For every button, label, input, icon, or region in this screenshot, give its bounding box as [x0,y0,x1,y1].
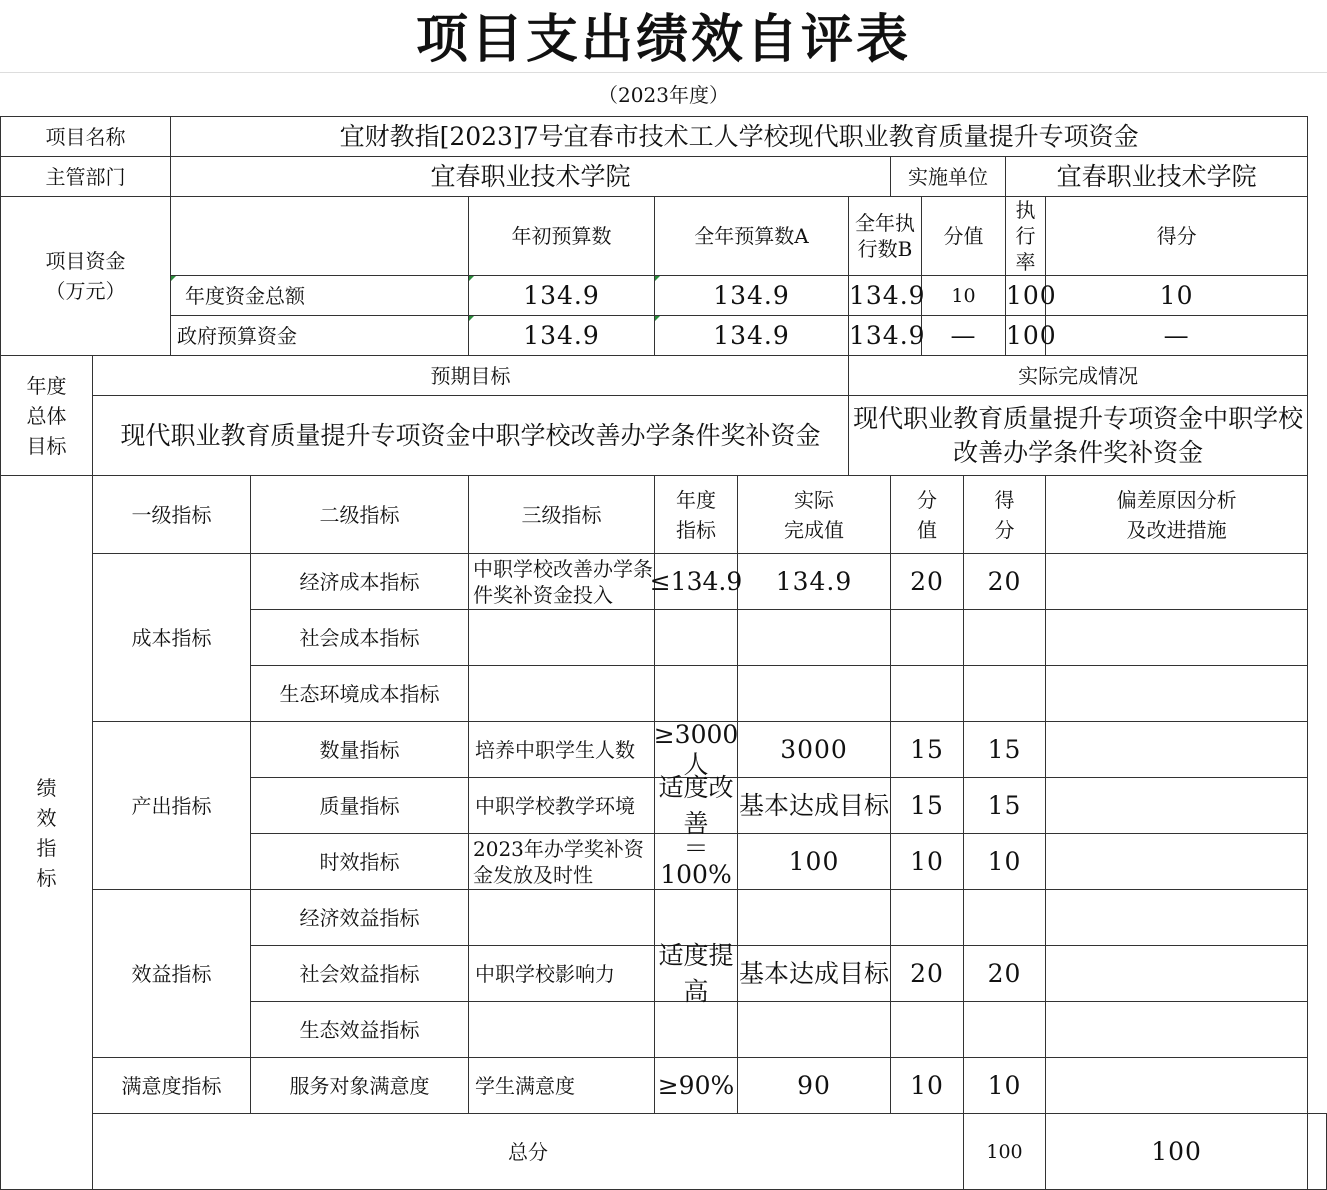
funds-score-value: 10 [922,276,1006,316]
level2-cell: 生态效益指标 [251,1002,469,1058]
level2-cell: 经济成本指标 [251,554,469,610]
level2-cell: 社会成本指标 [251,610,469,666]
level1-cell: 产出指标 [93,722,251,890]
actual-cell [738,1002,891,1058]
expected-goal: 现代职业教育质量提升专项资金中职学校改善办学条件奖补资金 [93,396,849,476]
level2-cell: 生态环境成本指标 [251,666,469,722]
perf-header: 偏差原因分析 及改进措施 [1046,476,1308,554]
score-cell: 20 [964,946,1046,1002]
score-cell [964,1002,1046,1058]
total-label: 总分 [93,1114,964,1190]
actual-cell [738,666,891,722]
level3-cell: 中职学校改善办学条件奖补资金投入 [473,556,653,607]
level2-cell: 服务对象满意度 [251,1058,469,1114]
level3-cell: 培养中职学生人数 [469,722,655,778]
level3-cell [469,890,655,946]
score-cell: 15 [964,722,1046,778]
target-cell: 适度提高 [658,940,734,1006]
target-cell: 适度改善 [658,772,734,838]
expected-goal-label: 预期目标 [93,356,849,396]
funds-header: 执行率 [1006,197,1046,276]
project-name: 宜财教指[2023]7号宜春市技术工人学校现代职业教育质量提升专项资金 [171,117,1308,157]
total-score: 100 [1046,1114,1308,1190]
note-cell [1046,1002,1308,1058]
actual-cell: 134.9 [738,554,891,610]
funds-label: 项目资金 （万元） [1,197,171,356]
target-cell: ≤134.9 [649,566,743,596]
note-cell [1046,946,1308,1002]
funds-annual: 134.9 [655,276,849,316]
funds-row-name: 年度资金总额 [171,276,469,316]
total-value: 100 [964,1114,1046,1190]
funds-header: 年初预算数 [469,197,655,276]
goals-label: 年度 总体 目标 [1,356,93,476]
note-cell [1046,554,1308,610]
perf-header: 年度 指标 [655,476,738,554]
funds-annual: 134.9 [655,316,849,356]
level3-cell: 学生满意度 [469,1058,655,1114]
report-year: （2023年度） [598,83,729,107]
score-cell: 10 [964,1058,1046,1114]
level3-cell [469,610,655,666]
funds-header: 分值 [922,197,1006,276]
target-cell: ≥90% [655,1058,738,1114]
value-cell [891,610,964,666]
actual-cell: 100 [738,834,891,890]
actual-cell: 3000 [738,722,891,778]
value-cell [891,1002,964,1058]
level1-cell: 效益指标 [93,890,251,1058]
score-cell [964,666,1046,722]
funds-initial: 134.9 [469,316,655,356]
value-cell [891,666,964,722]
score-cell: 20 [964,554,1046,610]
target-cell: ＝100% [655,834,738,890]
score-cell: 15 [964,778,1046,834]
unit-label: 实施单位 [891,157,1006,197]
score-cell: 10 [964,834,1046,890]
note-cell [1046,610,1308,666]
funds-header: 全年预算数A [655,197,849,276]
perf-header: 一级指标 [93,476,251,554]
level3-cell [469,666,655,722]
funds-header-blank [171,197,469,276]
actual-cell: 基本达成目标 [738,790,889,820]
value-cell: 15 [891,778,964,834]
actual-goal: 现代职业教育质量提升专项资金中职学校改善办学条件奖补资金 [849,396,1308,476]
unit-value: 宜春职业技术学院 [1006,157,1308,197]
project-name-label: 项目名称 [1,117,171,157]
note-cell [1046,834,1308,890]
note-cell [1046,666,1308,722]
actual-goal-label: 实际完成情况 [849,356,1308,396]
perf-label: 绩 效 指 标 [1,476,93,1190]
note-cell [1046,722,1308,778]
level3-cell: 2023年办学奖补资金发放及时性 [473,836,644,887]
performance-table [0,116,1327,1190]
value-cell: 15 [891,722,964,778]
dept-value: 宜春职业技术学院 [171,157,891,197]
funds-rate: 100 [1006,276,1046,316]
actual-cell [738,890,891,946]
dept-label: 主管部门 [1,157,171,197]
note-cell [1046,778,1308,834]
funds-header: 得分 [1046,197,1308,276]
level3-cell: 中职学校影响力 [469,946,655,1002]
target-cell [655,1002,738,1058]
funds-score-value: — [922,316,1006,356]
perf-header: 得 分 [964,476,1046,554]
score-cell [964,610,1046,666]
score-cell [964,890,1046,946]
actual-cell: 90 [738,1058,891,1114]
level2-cell: 数量指标 [251,722,469,778]
level2-cell: 质量指标 [251,778,469,834]
funds-score: — [1046,316,1308,356]
note-cell [1046,890,1308,946]
target-cell [655,610,738,666]
level2-cell: 社会效益指标 [251,946,469,1002]
value-cell: 10 [891,1058,964,1114]
value-cell: 20 [891,554,964,610]
funds-score: 10 [1046,276,1308,316]
perf-header: 分 值 [891,476,964,554]
funds-executed: 134.9 [849,316,922,356]
perf-header: 实际 完成值 [738,476,891,554]
level3-cell [469,1002,655,1058]
target-cell [655,666,738,722]
level1-cell: 满意度指标 [93,1058,251,1114]
funds-header: 全年执行数B [849,197,922,276]
target-cell: ≥3000人 [653,719,739,779]
value-cell: 20 [891,946,964,1002]
actual-cell: 基本达成目标 [738,958,889,988]
value-cell [891,890,964,946]
funds-rate: 100 [1006,316,1046,356]
level3-cell: 中职学校教学环境 [469,778,655,834]
total-note [1308,1114,1327,1190]
page-title: 项目支出绩效自评表 [0,0,1327,73]
perf-header: 二级指标 [251,476,469,554]
funds-initial: 134.9 [469,276,655,316]
level2-cell: 时效指标 [251,834,469,890]
funds-row-name: 政府预算资金 [171,316,469,356]
note-cell [1046,1058,1308,1114]
value-cell: 10 [891,834,964,890]
level2-cell: 经济效益指标 [251,890,469,946]
funds-executed: 134.9 [849,276,922,316]
actual-cell [738,610,891,666]
level1-cell: 成本指标 [93,554,251,722]
perf-header: 三级指标 [469,476,655,554]
